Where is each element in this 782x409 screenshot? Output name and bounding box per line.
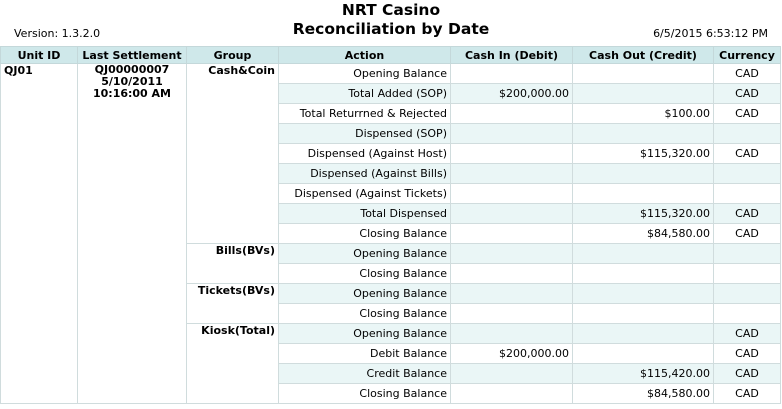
cash-out-cell: $115,420.00 bbox=[573, 364, 714, 384]
currency-cell bbox=[714, 184, 781, 204]
group-cell: Cash&Coin bbox=[187, 64, 279, 244]
settlement-time: 10:16:00 AM bbox=[92, 87, 171, 100]
currency-cell: CAD bbox=[714, 64, 781, 84]
cash-out-cell bbox=[573, 304, 714, 324]
cash-out-cell: $84,580.00 bbox=[573, 224, 714, 244]
action-cell: Closing Balance bbox=[279, 224, 451, 244]
column-header-last-settlement[interactable]: Last Settlement bbox=[78, 47, 187, 64]
action-cell: Opening Balance bbox=[279, 324, 451, 344]
cash-in-cell: $200,000.00 bbox=[451, 84, 573, 104]
action-cell: Dispensed (Against Bills) bbox=[279, 164, 451, 184]
action-cell: Dispensed (SOP) bbox=[279, 124, 451, 144]
action-cell: Debit Balance bbox=[279, 344, 451, 364]
currency-cell: CAD bbox=[714, 344, 781, 364]
cash-in-cell bbox=[451, 124, 573, 144]
currency-cell bbox=[714, 304, 781, 324]
report-datetime: 6/5/2015 6:53:12 PM bbox=[653, 27, 768, 40]
column-header-unit-id[interactable]: Unit ID bbox=[1, 47, 78, 64]
settlement-id: QJ00000007 bbox=[94, 63, 170, 76]
report-title: NRT Casino bbox=[341, 1, 441, 19]
cash-out-cell bbox=[573, 84, 714, 104]
cash-in-cell bbox=[451, 104, 573, 124]
table-header-row bbox=[1, 47, 781, 64]
currency-cell: CAD bbox=[714, 224, 781, 244]
cash-out-cell bbox=[573, 324, 714, 344]
cash-in-cell bbox=[451, 224, 573, 244]
currency-cell: CAD bbox=[714, 384, 781, 404]
cash-out-cell: $100.00 bbox=[573, 104, 714, 124]
cash-out-cell bbox=[573, 344, 714, 364]
column-header-cash-in[interactable]: Cash In (Debit) bbox=[451, 47, 573, 64]
unit-id-cell: QJ01 bbox=[1, 64, 78, 404]
currency-cell: CAD bbox=[714, 324, 781, 344]
cash-out-cell bbox=[573, 184, 714, 204]
cash-in-cell bbox=[451, 264, 573, 284]
report-subtitle: Reconciliation by Date bbox=[292, 20, 490, 38]
cash-out-cell bbox=[573, 244, 714, 264]
cash-in-cell bbox=[451, 284, 573, 304]
currency-cell bbox=[714, 124, 781, 144]
action-cell: Closing Balance bbox=[279, 264, 451, 284]
column-header-currency[interactable]: Currency bbox=[714, 47, 781, 64]
action-cell: Total Added (SOP) bbox=[279, 84, 451, 104]
cash-out-cell bbox=[573, 64, 714, 84]
version-label: Version: 1.3.2.0 bbox=[14, 27, 101, 40]
action-cell: Total Returrned & Rejected bbox=[279, 104, 451, 124]
cash-in-cell bbox=[451, 164, 573, 184]
currency-cell: CAD bbox=[714, 204, 781, 224]
currency-cell bbox=[714, 264, 781, 284]
table-body bbox=[1, 64, 781, 404]
column-header-group[interactable]: Group bbox=[187, 47, 279, 64]
currency-cell bbox=[714, 284, 781, 304]
action-cell: Opening Balance bbox=[279, 284, 451, 304]
cash-in-cell bbox=[451, 204, 573, 224]
cash-out-cell bbox=[573, 164, 714, 184]
action-cell: Dispensed (Against Host) bbox=[279, 144, 451, 164]
table-row bbox=[1, 64, 781, 84]
settlement-date: 5/10/2011 bbox=[101, 75, 163, 88]
column-header-action[interactable]: Action bbox=[279, 47, 451, 64]
cash-out-cell bbox=[573, 264, 714, 284]
currency-cell bbox=[714, 244, 781, 264]
group-cell: Kiosk(Total) bbox=[187, 324, 279, 404]
cash-in-cell bbox=[451, 304, 573, 324]
action-cell: Dispensed (Against Tickets) bbox=[279, 184, 451, 204]
column-header-cash-out[interactable]: Cash Out (Credit) bbox=[573, 47, 714, 64]
cash-in-cell bbox=[451, 384, 573, 404]
reconciliation-table bbox=[0, 46, 781, 404]
group-cell: Bills(BVs) bbox=[187, 244, 279, 284]
action-cell: Credit Balance bbox=[279, 364, 451, 384]
group-cell: Tickets(BVs) bbox=[187, 284, 279, 324]
action-cell: Opening Balance bbox=[279, 64, 451, 84]
cash-out-cell bbox=[573, 284, 714, 304]
cash-out-cell: $115,320.00 bbox=[573, 204, 714, 224]
action-cell: Closing Balance bbox=[279, 384, 451, 404]
action-cell: Closing Balance bbox=[279, 304, 451, 324]
cash-in-cell bbox=[451, 324, 573, 344]
cash-in-cell bbox=[451, 364, 573, 384]
cash-in-cell: $200,000.00 bbox=[451, 344, 573, 364]
cash-out-cell: $115,320.00 bbox=[573, 144, 714, 164]
last-settlement-cell bbox=[78, 64, 187, 404]
cash-in-cell bbox=[451, 144, 573, 164]
action-cell: Total Dispensed bbox=[279, 204, 451, 224]
cash-in-cell bbox=[451, 64, 573, 84]
cash-in-cell bbox=[451, 244, 573, 264]
currency-cell: CAD bbox=[714, 104, 781, 124]
action-cell: Opening Balance bbox=[279, 244, 451, 264]
cash-in-cell bbox=[451, 184, 573, 204]
currency-cell: CAD bbox=[714, 364, 781, 384]
currency-cell bbox=[714, 164, 781, 184]
currency-cell: CAD bbox=[714, 144, 781, 164]
cash-out-cell: $84,580.00 bbox=[573, 384, 714, 404]
report-header bbox=[0, 0, 782, 46]
currency-cell: CAD bbox=[714, 84, 781, 104]
cash-out-cell bbox=[573, 124, 714, 144]
